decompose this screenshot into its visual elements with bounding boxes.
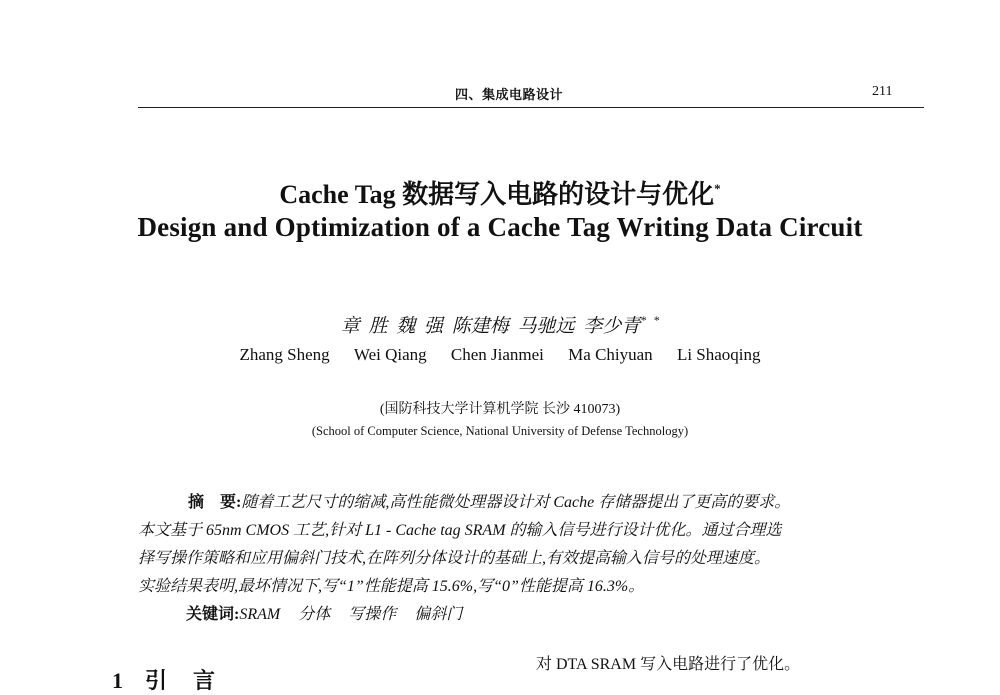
abstract-text: 随着工艺尺寸的缩减,高性能微处理器设计对 Cache 存储器提出了更高的要求。 bbox=[241, 494, 791, 511]
keyword: 偏斜门 bbox=[414, 606, 463, 623]
author-name: Li Shaoqing bbox=[676, 345, 761, 364]
affiliation-chinese: (国防科技大学计算机学院 长沙 410073) bbox=[379, 402, 621, 417]
title-chinese-text: Cache Tag 数据写入电路的设计与优化 bbox=[279, 180, 715, 209]
keyword: 分体 bbox=[298, 606, 331, 623]
section-heading bbox=[112, 664, 217, 695]
author-name: Ma Chiyuan bbox=[568, 345, 653, 364]
affiliation-english: (School of Computer Science, National University of Defense Technology) bbox=[311, 424, 689, 438]
abstract-line: 择写操作策略和应用偏斜门技术,在阵列分体设计的基础上,有效提高输入信号的处理速度。 bbox=[138, 550, 771, 567]
abstract bbox=[138, 489, 898, 601]
page-number: 211 bbox=[872, 84, 893, 99]
abstract-line: 本文基于 65nm CMOS 工艺,针对 L1 - Cache tag SRAM 的输入信号进行设计优化。通过合理选 bbox=[138, 522, 782, 539]
author-name: Zhang Sheng bbox=[239, 345, 330, 364]
authors-chinese-text: 章 胜 魏 强 陈建梅 马驰远 李少青 bbox=[340, 316, 641, 337]
author-name: Chen Jianmei bbox=[450, 345, 544, 364]
body-text-right-column: 对 DTA SRAM 写入电路进行了优化。 bbox=[536, 656, 801, 673]
abstract-line bbox=[138, 489, 898, 517]
keyword: 写操作 bbox=[348, 606, 397, 623]
title-chinese bbox=[0, 174, 1000, 211]
authors-chinese bbox=[0, 311, 1000, 338]
section-number: 1 bbox=[112, 668, 125, 693]
abstract-line: 实验结果表明,最坏情况下,写“1”性能提高 15.6%,写“0”性能提高 16.3%。 bbox=[138, 578, 645, 595]
author-footnote-mark: * * bbox=[640, 313, 660, 327]
keywords bbox=[186, 601, 480, 624]
header-rule bbox=[138, 107, 924, 108]
keyword: SRAM bbox=[239, 606, 281, 623]
author-name: Wei Qiang bbox=[353, 345, 427, 364]
title-footnote-mark: * bbox=[714, 181, 721, 196]
title-english: Design and Optimization of a Cache Tag Writing Data Circuit bbox=[137, 212, 863, 242]
running-header-section: 四、集成电路设计 bbox=[455, 87, 564, 102]
abstract-label: 摘 要: bbox=[188, 494, 242, 511]
keywords-label: 关键词: bbox=[186, 606, 240, 623]
section-title: 引 言 bbox=[145, 668, 218, 693]
authors-english bbox=[0, 345, 1000, 365]
